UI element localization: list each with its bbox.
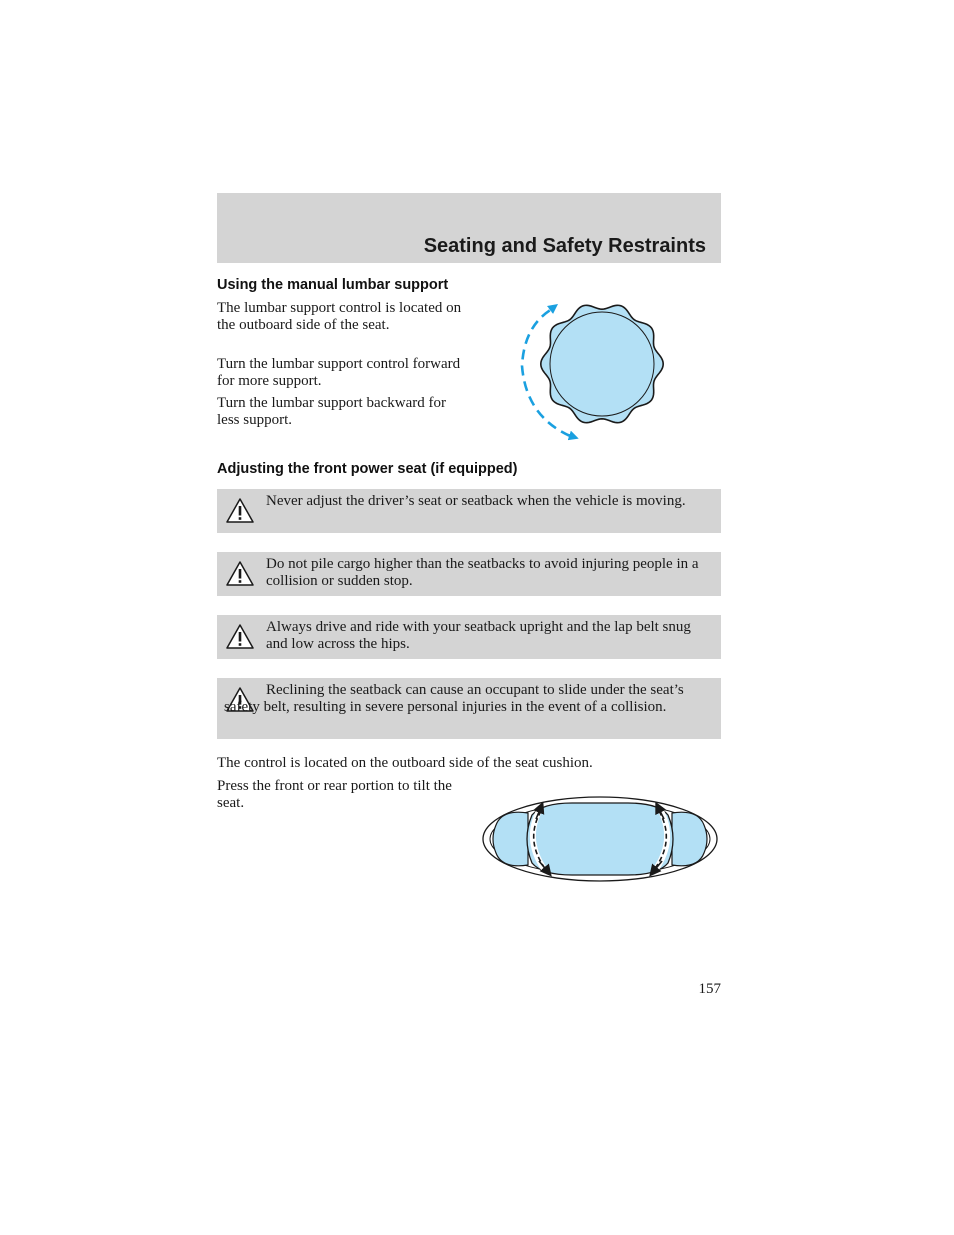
paragraph: The lumbar support control is located on the outboard side of the seat. — [217, 300, 462, 333]
header-band — [217, 193, 721, 263]
paragraph: Turn the lumbar support control forward for more support. — [217, 356, 461, 389]
warning-text: Reclining the seatback can cause an occupant to slide under the seat’s safety belt, resulting in severe personal injuries in the event of a collision. — [224, 682, 684, 715]
warning-triangle-icon — [225, 560, 255, 587]
paragraph: The control is located on the outboard side of the seat cushion. — [217, 755, 593, 771]
warning-triangle-icon — [225, 497, 255, 524]
paragraph: Turn the lumbar support backward for less support. — [217, 395, 446, 428]
warning-text: Never adjust the driver’s seat or seatback when the vehicle is moving. — [266, 493, 686, 509]
warning-text: Always drive and ride with your seatback upright and the lap belt snug and low across the hips. — [266, 619, 691, 652]
page-title: Seating and Safety Restraints — [423, 235, 706, 257]
warning-triangle-icon — [225, 623, 255, 650]
section-heading-power-seat: Adjusting the front power seat (if equipped) — [217, 461, 518, 477]
warning-box — [217, 552, 721, 596]
section-heading-lumbar: Using the manual lumbar support — [217, 277, 449, 293]
power-seat-control-illustration — [482, 795, 722, 885]
warning-text: Do not pile cargo higher than the seatbacks to avoid injuring people in a collision or sudden stop. — [266, 556, 699, 589]
paragraph: Press the front or rear portion to tilt the seat. — [217, 778, 452, 811]
warning-box — [217, 489, 721, 533]
page-number: 157 — [698, 981, 721, 997]
warning-box — [217, 615, 721, 659]
lumbar-knob-illustration — [510, 296, 675, 446]
warning-box — [217, 678, 721, 739]
